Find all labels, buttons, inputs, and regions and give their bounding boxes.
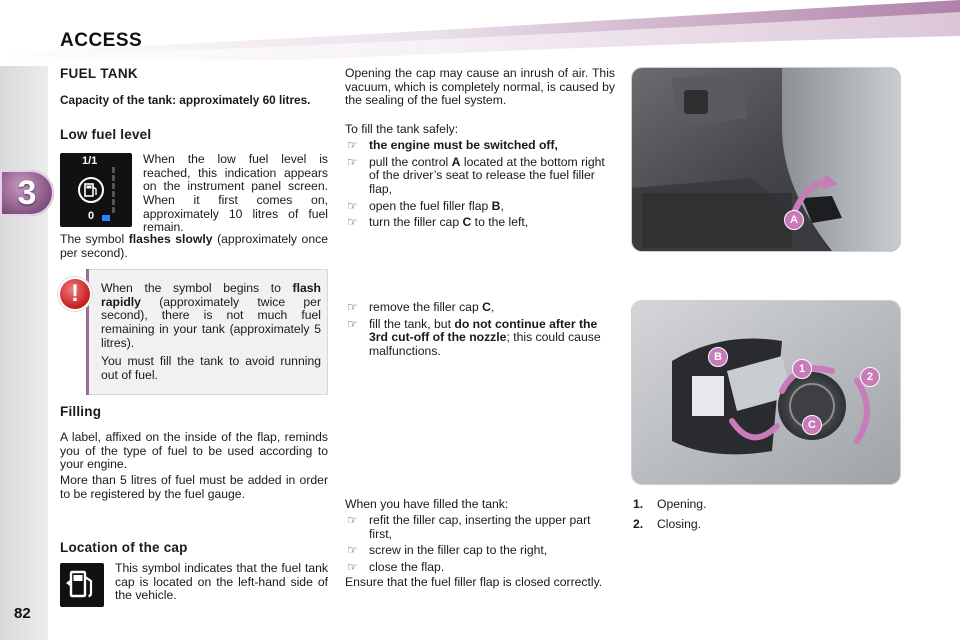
section-title: ACCESS: [60, 30, 143, 51]
low-fuel-text: When the low fuel level is reached, this indication appears on the instrument panel screen. When it first comes on, approximately 10 litres of fuel remain.: [143, 152, 328, 235]
photo-filler-flap: [632, 301, 900, 484]
location-heading: Location of the cap: [60, 540, 188, 555]
inrush-text: Opening the cap may cause an inrush of air. This vacuum, which is completely normal, is caused by the sealing of the fuel system.: [345, 66, 615, 108]
left-gutter: [0, 66, 48, 640]
fuel-gauge-icon: [60, 153, 132, 227]
pointer-icon: ☞: [347, 300, 358, 314]
label-b-marker: B: [708, 347, 728, 367]
pointer-icon: ☞: [347, 559, 358, 574]
flash-slowly-bold: flashes slowly: [128, 232, 213, 246]
warning-suffix: (approximately twice per second), there is not much fuel remaining in your tank (approximately 5 litres).: [101, 294, 321, 350]
step-engine-off: the engine must be switched off,: [369, 138, 558, 152]
filling-label-text: A label, affixed on the inside of the flap, reminds you of the type of fuel to be used according to your engine.: [60, 430, 328, 472]
step-pull-prefix: pull the control: [369, 154, 452, 169]
gauge-full-label: 1/1: [82, 155, 98, 167]
warning-prefix: When the symbol begins to: [101, 281, 293, 295]
warning-bold: flash rapidly: [101, 281, 321, 309]
list-item: [345, 318, 615, 359]
pointer-icon: ☞: [347, 543, 358, 558]
after-fill-intro: When you have filled the tank:: [345, 497, 509, 511]
warning-exclamation-icon: !: [58, 277, 92, 311]
list-item: [345, 514, 615, 541]
header-band: [0, 0, 960, 60]
step-remove-suffix: ,: [490, 300, 495, 314]
pointer-icon: ☞: [347, 215, 358, 230]
tank-capacity: Capacity of the tank: approximately 60 litres.: [60, 93, 311, 107]
label-b-ref: B: [491, 198, 501, 213]
gauge-low-indicator: [102, 215, 110, 221]
pointer-icon: ☞: [347, 513, 358, 527]
label-c-ref: C: [482, 300, 491, 314]
label-1-marker: 1: [792, 359, 812, 379]
legend-text: Closing.: [657, 516, 702, 531]
pointer-icon: ☞: [347, 316, 358, 331]
flash-slowly-text: [60, 233, 328, 260]
list-item: [345, 139, 615, 153]
warning-refill-text: You must fill the tank to avoid running out of fuel.: [101, 354, 321, 382]
label-a-marker: A: [784, 210, 804, 230]
step-fill-suffix: ; this could cause malfunctions.: [369, 330, 601, 358]
label-c-ref: C: [462, 215, 472, 230]
label-a-ref: A: [451, 154, 461, 169]
fill-safely-text: To fill the tank safely:: [345, 122, 459, 136]
list-item: [345, 544, 615, 558]
list-item: [345, 216, 615, 230]
step-screw: screw in the filler cap to the right,: [369, 543, 548, 558]
ensure-closed-text: Ensure that the fuel filler flap is closed correctly.: [345, 575, 603, 589]
filling-heading: Filling: [60, 404, 102, 419]
after-fill-list: [345, 514, 615, 575]
low-fuel-heading: Low fuel level: [60, 127, 152, 142]
warning-rapid-text: [101, 282, 321, 350]
list-item: [345, 156, 615, 197]
label-c-marker: C: [802, 415, 822, 435]
fill-steps-list-2: [345, 301, 615, 359]
warning-box: [88, 269, 328, 395]
pointer-icon: ☞: [347, 138, 358, 152]
flash-slowly-prefix: The symbol: [60, 232, 129, 246]
step-close: close the flap.: [369, 559, 445, 574]
pointer-icon: ☞: [347, 198, 358, 213]
fuel-pump-icon: [60, 563, 104, 607]
location-text: This symbol indicates that the fuel tank cap is located on the left-hand side of the vehicle.: [115, 561, 328, 603]
legend-number: 2.: [633, 516, 644, 531]
fuel-pump-icon: [78, 177, 104, 203]
step-fill-prefix: fill the tank, but: [369, 316, 455, 331]
label-2-marker: 2: [860, 367, 880, 387]
list-item: [345, 200, 615, 214]
chapter-tab: 3: [0, 170, 54, 216]
page-number: 82: [14, 605, 31, 622]
header-decoration: [0, 0, 960, 60]
filling-gauge-text: More than 5 litres of fuel must be added in order to be registered by the fuel gauge.: [60, 473, 328, 501]
photo-legend: [633, 498, 706, 531]
step-turn-prefix: turn the filler cap: [369, 215, 463, 230]
list-item: [345, 301, 615, 315]
gauge-empty-label: 0: [88, 210, 95, 222]
legend-item: [633, 518, 706, 532]
step-remove-prefix: remove the filler cap: [369, 300, 483, 314]
step-fill-bold: do not continue after the 3rd cut-off of the nozzle: [369, 316, 598, 345]
step-open-suffix: ,: [500, 198, 504, 213]
step-refit: refit the filler cap, inserting the upper part first,: [369, 513, 591, 541]
fuel-tank-heading: FUEL TANK: [60, 66, 138, 81]
fill-steps-list: [345, 139, 615, 230]
step-pull-suffix: located at the bottom right of the driver’s seat to release the fuel filler flap,: [369, 154, 605, 196]
photo-release-control: [632, 68, 900, 251]
pointer-icon: ☞: [347, 154, 358, 169]
list-item: [345, 561, 615, 575]
flash-slowly-suffix: (approximately once per second).: [60, 232, 328, 260]
legend-number: 1.: [633, 497, 644, 511]
legend-text: Opening.: [657, 497, 707, 511]
step-turn-suffix: to the left,: [471, 215, 529, 230]
step-open-prefix: open the fuel filler flap: [369, 198, 492, 213]
legend-item: [633, 498, 706, 512]
fuel-cap-location-icon: [60, 563, 104, 607]
gauge-scale: [112, 167, 115, 215]
